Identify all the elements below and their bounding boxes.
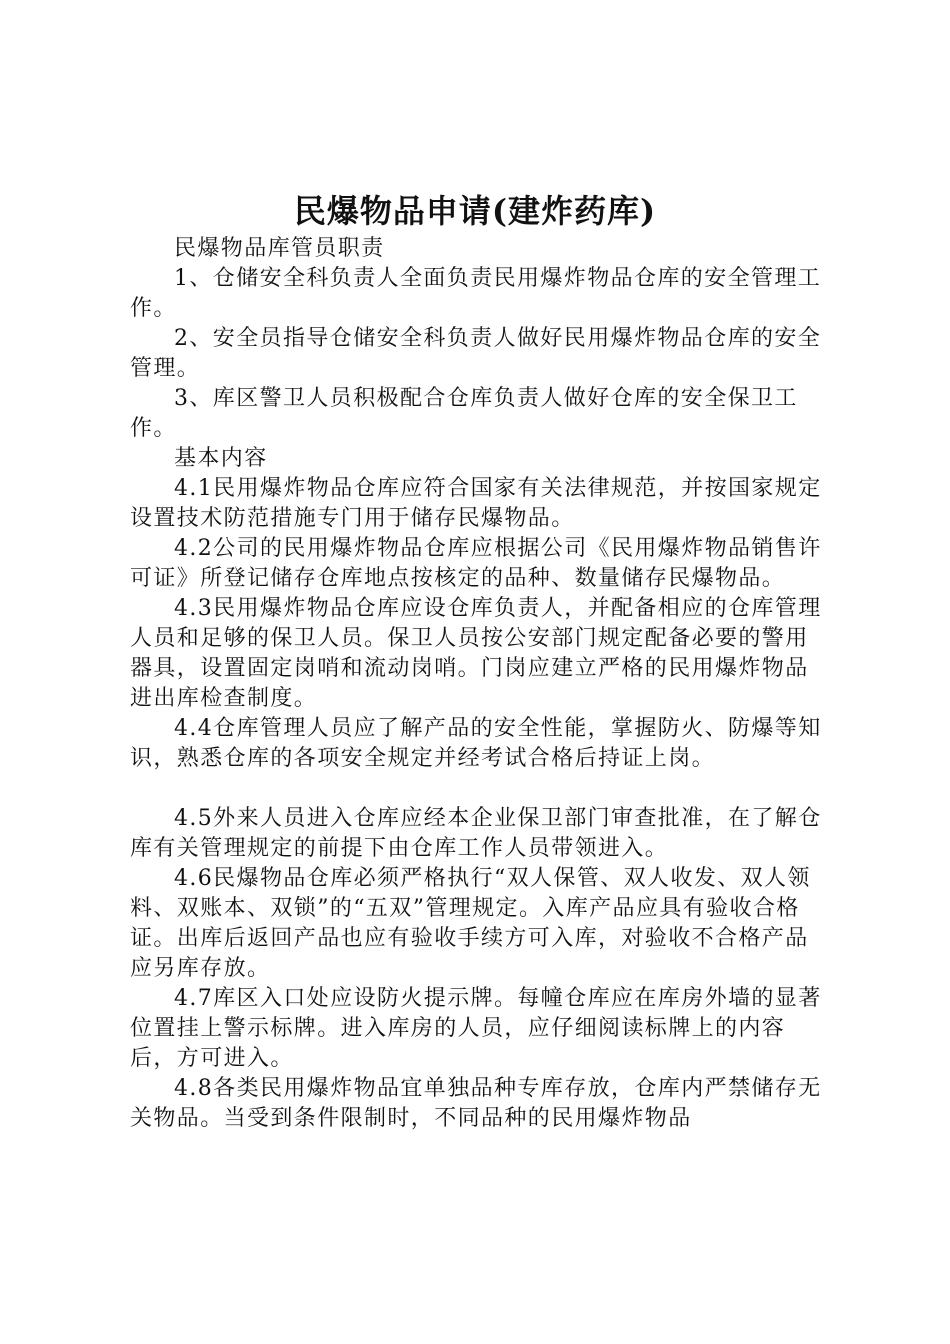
paragraph-4-6: 4.6民爆物品仓库必须严格执行“双人保管、双人收发、双人领料、双账本、双锁”的“五双”管理规定。入库产品应具有验收合格证。出库后返回产品也应有验收手续方可入库，对验收不合格产品应另库存放。 xyxy=(130,866,811,981)
paragraph-4-7: 4.7库区入口处应设防火提示牌。每幢仓库应在库房外墙的显著位置挂上警示标牌。进入库房的人员，应仔细阅读标牌上的内容后，方可进入。 xyxy=(130,986,822,1071)
paragraph-4-3: 4.3民用爆炸物品仓库应设仓库负责人，并配备相应的仓库管理人员和足够的保卫人员。保卫人员按公安部门规定配备必要的警用器具，设置固定岗哨和流动岗哨。门岗应建立严格的民用爆炸物品进出库检查制度。 xyxy=(130,596,822,711)
paragraph-4-8: 4.8各类民用爆炸物品宜单独品种专库存放，仓库内严禁储存无关物品。当受到条件限制时，不同品种的民用爆炸物品 xyxy=(130,1076,822,1131)
paragraph-duty-1: 1、仓储安全科负责人全面负责民用爆炸物品仓库的安全管理工作。 xyxy=(130,266,822,321)
section-heading-duties: 民爆物品库管员职责 xyxy=(174,236,385,261)
document-body xyxy=(130,234,830,1134)
document-title: 民爆物品申请(建炸药库) xyxy=(293,192,657,230)
paragraph-4-4: 4.4仓库管理人员应了解产品的安全性能，掌握防火、防爆等知识，熟悉仓库的各项安全规定并经考试合格后持证上岗。 xyxy=(130,716,822,771)
section-heading-basic: 基本内容 xyxy=(174,446,268,471)
paragraph-4-1: 4.1民用爆炸物品仓库应符合国家有关法律规范，并按国家规定设置技术防范措施专门用于储存民爆物品。 xyxy=(130,476,822,531)
paragraph-duty-3: 3、库区警卫人员积极配合仓库负责人做好仓库的安全保卫工作。 xyxy=(130,386,798,441)
paragraph-duty-2: 2、安全员指导仓储安全科负责人做好民用爆炸物品仓库的安全管理。 xyxy=(130,326,822,381)
paragraph-4-5: 4.5外来人员进入仓库应经本企业保卫部门审查批准，在了解仓库有关管理规定的前提下由仓库工作人员带领进入。 xyxy=(130,806,822,861)
paragraph-4-2: 4.2公司的民用爆炸物品仓库应根据公司《民用爆炸物品销售许可证》所登记储存仓库地点按核定的品种、数量储存民爆物品。 xyxy=(130,536,822,591)
